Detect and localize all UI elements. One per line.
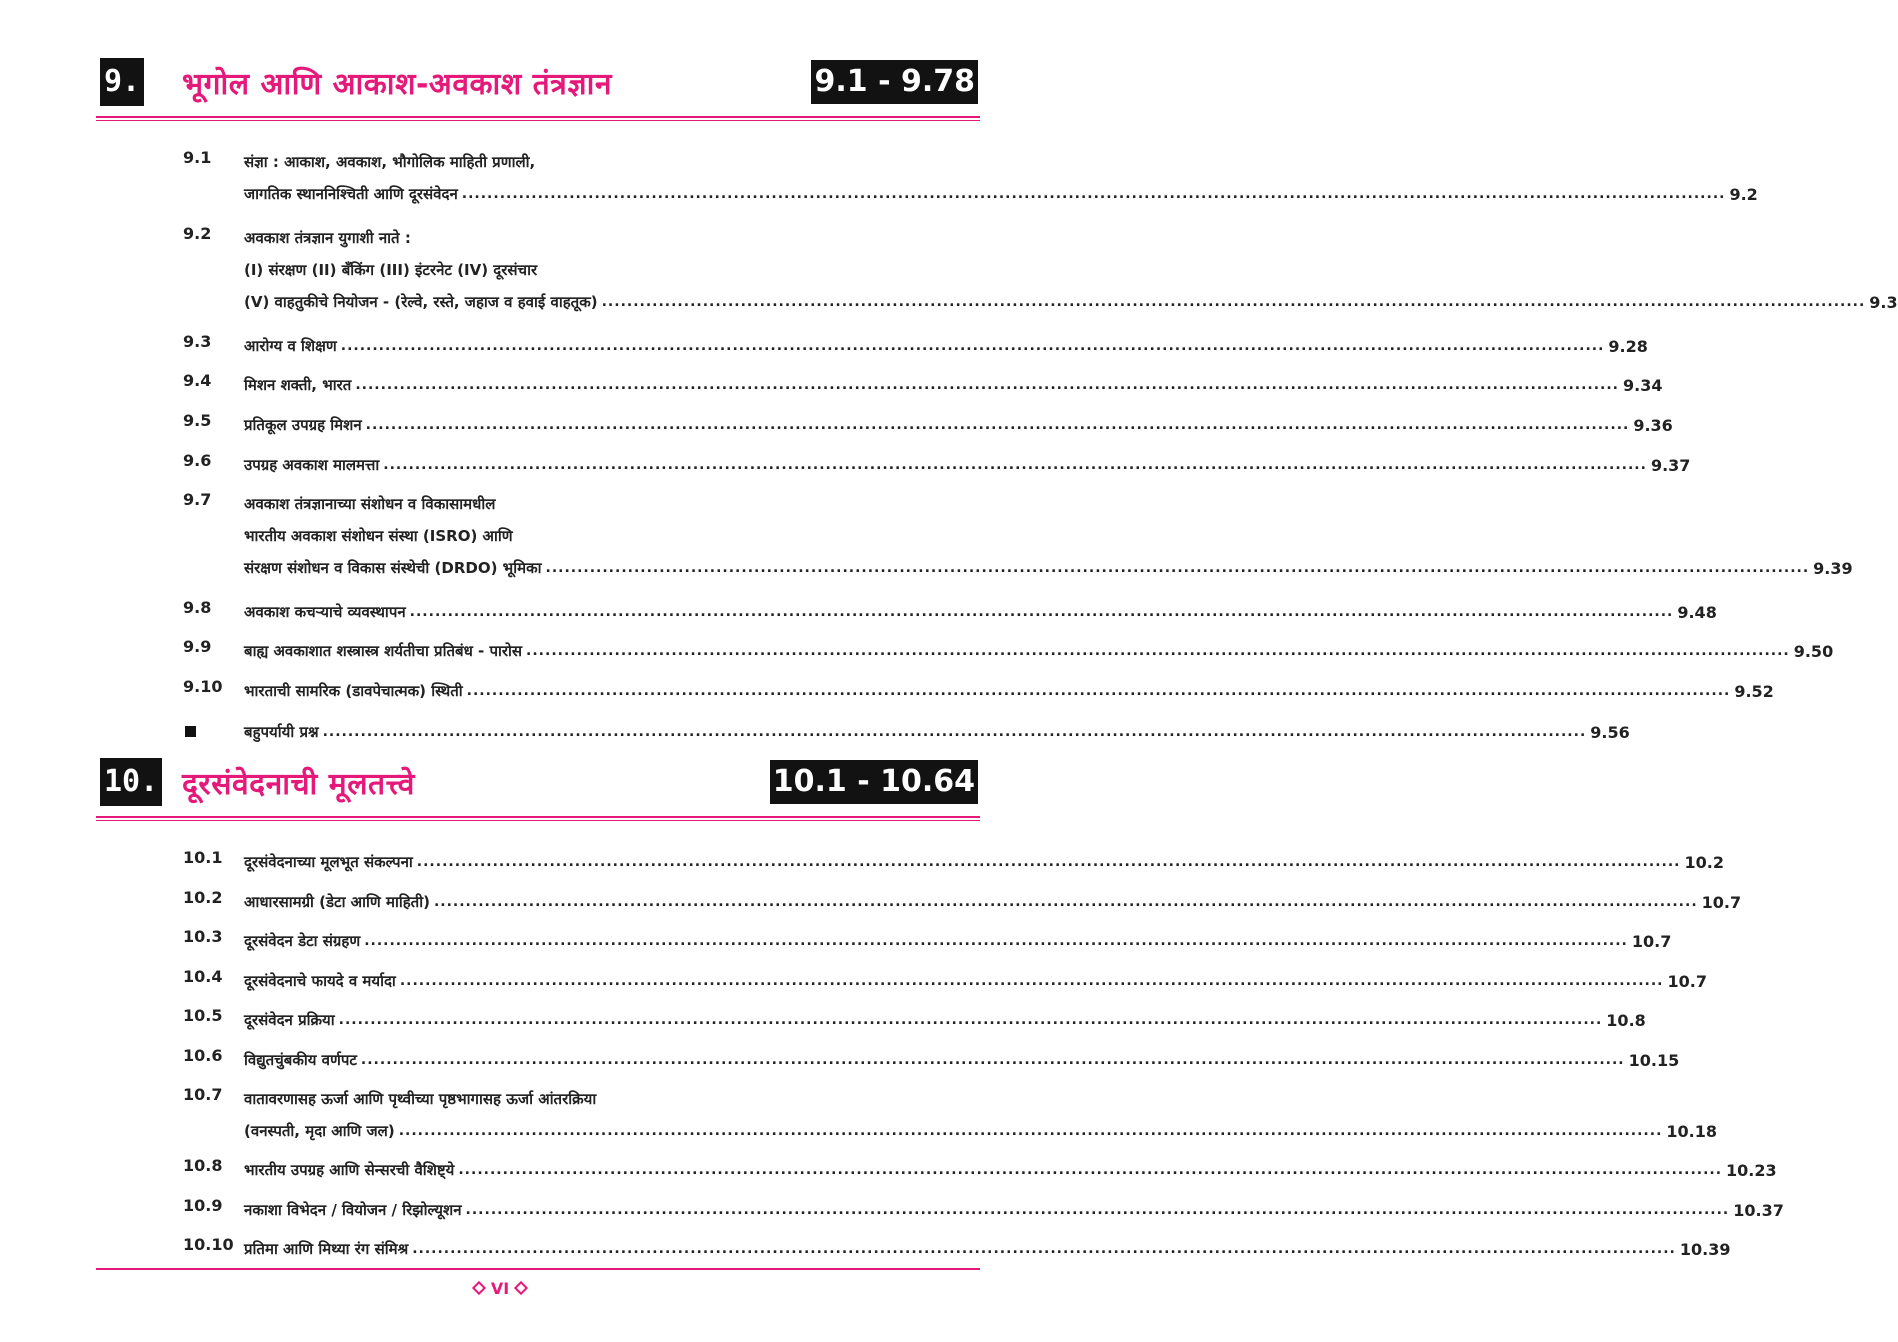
entry-text: नकाशा विभेदन / वियोजन / रिझोल्यूशन: [244, 1201, 462, 1219]
page-ref: 9.56: [1590, 723, 1630, 742]
entry-line: [244, 669, 1774, 701]
entry-number: 9.1: [183, 148, 212, 167]
entry-line: [244, 216, 894, 248]
entry-text: (V) वाहतुकीचे नियोजन - (रेल्वे, रस्ते, जहाज व हवाई वाहतूक): [244, 293, 598, 311]
entry-body: [244, 629, 1834, 661]
chapter-divider: [96, 816, 980, 821]
entry-text: अवकाश तंत्रज्ञान युगाशी नाते :: [244, 229, 411, 247]
diamond-icon: [472, 1281, 486, 1295]
entry-text: (I) संरक्षण (II) बँकिंग (III) इंटरनेट (IV) दूरसंचार: [244, 261, 538, 279]
page-ref: 9.2: [1729, 185, 1758, 204]
entry-number: 9.3: [183, 332, 212, 351]
page-ref: 9.3: [1869, 293, 1898, 312]
dot-leader: ........................................................................................................................................................................................................: [355, 377, 1619, 393]
entry-line: [244, 280, 1898, 312]
entry-number: 10.10: [183, 1235, 234, 1254]
entry-text: दूरसंवेदनाचे फायदे व मर्यादा: [244, 972, 396, 990]
bullet-square-icon: [185, 726, 196, 737]
page-ref: 9.39: [1813, 559, 1853, 578]
dot-leader: ........................................................................................................................................................................................................: [458, 1162, 1723, 1178]
page-ref: 9.52: [1734, 682, 1774, 701]
entry-number: 9.7: [183, 490, 212, 509]
dot-leader: ........................................................................................................................................................................................................: [365, 417, 1630, 433]
page-ref: 10.37: [1733, 1201, 1784, 1220]
entry-text: दूरसंवेदन प्रक्रिया: [244, 1011, 335, 1029]
entry-body: [244, 324, 1648, 356]
entry-line: [244, 1109, 1717, 1141]
entry-text: (वनस्पती, मृदा आणि जल): [244, 1122, 395, 1140]
page-ref: 9.48: [1677, 603, 1717, 622]
entry-body: [244, 710, 1630, 742]
chapter-header: [0, 758, 1000, 820]
dot-leader: ........................................................................................................................................................................................................: [416, 854, 1681, 870]
entry-text: प्रतिमा आणि मिथ्या रंग संमिश्र: [244, 1240, 409, 1258]
entry-body: [244, 140, 1758, 204]
entry-body: [244, 1038, 1680, 1070]
entry-number: 9.6: [183, 451, 212, 470]
chapter-10-section: [0, 758, 1784, 1259]
entry-text: अवकाश तंत्रज्ञानाच्या संशोधन व विकासामधील: [244, 495, 496, 513]
entry-line: [244, 482, 894, 514]
entry-text: भारतीय उपग्रह आणि सेन्सरची वैशिष्ट्ये: [244, 1161, 455, 1179]
entry-line: [244, 172, 1758, 204]
chapter-divider: [96, 116, 980, 121]
entry-text: वातावरणासह ऊर्जा आणि पृथ्वीच्या पृष्ठभागासह ऊर्जा आंतरक्रिया: [244, 1090, 597, 1108]
chapter-number-badge: 9.: [100, 58, 144, 106]
entry-line: [244, 880, 1742, 912]
entry-body: [244, 1227, 1731, 1259]
dot-leader: ........................................................................................................................................................................................................: [545, 560, 1810, 576]
chapter-header: [0, 58, 1000, 120]
entry-body: [244, 880, 1742, 912]
entry-number: 10.7: [183, 1085, 223, 1104]
dot-leader: ........................................................................................................................................................................................................: [412, 1241, 1676, 1257]
entry-line: [244, 403, 1673, 435]
entry-body: [244, 403, 1673, 435]
page-number: VI: [490, 1279, 510, 1298]
entry-text: भारताची सामरिक (डावपेचात्मक) स्थिती: [244, 682, 463, 700]
entry-line: [244, 140, 894, 172]
entry-text: दूरसंवेदन डेटा संग्रहण: [244, 932, 361, 950]
entry-line: [244, 959, 1707, 991]
entry-number: 9.4: [183, 371, 212, 390]
chapter-title: दूरसंवेदनाची मूलतत्त्वे: [182, 767, 415, 802]
entry-body: [244, 959, 1707, 991]
entry-text: प्रतिकूल उपग्रह मिशन: [244, 416, 362, 434]
entry-body: [244, 919, 1672, 951]
entry-number: 9.5: [183, 411, 212, 430]
dot-leader: ........................................................................................................................................................................................................: [601, 294, 1866, 310]
page-ref: 9.37: [1650, 456, 1691, 475]
entry-text: संज्ञा : आकाश, अवकाश, भौगोलिक माहिती प्रणाली,: [244, 153, 536, 171]
dot-leader: ........................................................................................................................................................................................................: [433, 894, 1698, 910]
entry-text: उपग्रह अवकाश मालमत्ता: [244, 456, 380, 474]
page-ref: 10.15: [1628, 1051, 1680, 1070]
entry-text: जागतिक स्थाननिश्चिती आणि दूरसंवेदन: [244, 185, 458, 203]
page-ref: 10.8: [1606, 1011, 1646, 1030]
entry-text: अवकाश कचऱ्याचे व्यवस्थापन: [244, 603, 406, 621]
dot-leader: ........................................................................................................................................................................................................: [409, 604, 1674, 620]
page-ref: 10.18: [1666, 1122, 1717, 1141]
entry-body: [244, 443, 1691, 475]
entry-line: [244, 629, 1834, 661]
chapter-page-range: 9.1 - 9.78: [811, 60, 978, 104]
dot-leader: ........................................................................................................................................................................................................: [399, 973, 1664, 989]
dot-leader: ........................................................................................................................................................................................................: [340, 338, 1605, 354]
chapter-number-badge: 10.: [100, 758, 162, 806]
diamond-icon: [514, 1281, 528, 1295]
entry-line: [244, 248, 894, 280]
page-ref: 10.39: [1679, 1240, 1731, 1259]
entry-line: [244, 363, 1663, 395]
dot-leader: ........................................................................................................................................................................................................: [461, 186, 1726, 202]
entry-body: [244, 998, 1646, 1030]
entry-text: बहुपर्यायी प्रश्न: [244, 723, 319, 741]
entry-text: मिशन शक्ती, भारत: [244, 376, 352, 394]
dot-leader: ........................................................................................................................................................................................................: [383, 457, 1647, 473]
entry-number: 10.9: [183, 1196, 223, 1215]
entry-body: [244, 669, 1774, 701]
entry-number: 10.8: [183, 1156, 223, 1175]
page-ref: 9.28: [1608, 337, 1648, 356]
entry-line: [244, 919, 1672, 951]
chapter-page-range: 10.1 - 10.64: [770, 760, 978, 804]
entry-text: आरोग्य व शिक्षण: [244, 337, 337, 355]
footer-divider: [96, 1268, 980, 1270]
entry-number: 9.2: [183, 224, 212, 243]
entry-line: [244, 1188, 1784, 1220]
page-footer: [0, 1279, 1000, 1298]
entry-body: [244, 590, 1717, 622]
page-ref: 10.7: [1667, 972, 1707, 991]
entry-body: [244, 1148, 1777, 1180]
dot-leader: ........................................................................................................................................................................................................: [466, 683, 1731, 699]
page-ref: 9.36: [1633, 416, 1673, 435]
dot-leader: ........................................................................................................................................................................................................: [360, 1052, 1625, 1068]
entry-line: [244, 590, 1717, 622]
entry-number: 10.4: [183, 967, 223, 986]
entry-text: बाह्य अवकाशात शस्त्रास्त्र शर्यतीचा प्रतिबंध - पारोस: [244, 642, 523, 660]
entry-text: विद्युतचुंबकीय वर्णपट: [244, 1051, 357, 1069]
chapter-9-section: [0, 58, 1898, 742]
entry-body: [244, 1077, 1717, 1141]
entry-line: [244, 998, 1646, 1030]
dot-leader: ........................................................................................................................................................................................................: [338, 1012, 1603, 1028]
entry-number: 9.9: [183, 637, 212, 656]
page-ref: 10.2: [1684, 853, 1724, 872]
entry-text: संरक्षण संशोधन व विकास संस्थेची (DRDO) भूमिका: [244, 559, 542, 577]
entry-line: [244, 1148, 1777, 1180]
entry-body: [244, 216, 1898, 312]
entry-line: [244, 710, 1630, 742]
entry-line: [244, 1038, 1680, 1070]
chapter-title: भूगोल आणि आकाश-अवकाश तंत्रज्ञान: [182, 67, 612, 102]
entry-number: 10.1: [183, 848, 223, 867]
entry-line: [244, 1077, 894, 1109]
dot-leader: ........................................................................................................................................................................................................: [322, 724, 1587, 740]
dot-leader: ........................................................................................................................................................................................................: [364, 933, 1628, 949]
entry-line: [244, 1227, 1731, 1259]
entry-number: 10.2: [183, 888, 223, 907]
entry-line: [244, 546, 1853, 578]
dot-leader: ........................................................................................................................................................................................................: [465, 1202, 1730, 1218]
entry-body: [244, 482, 1853, 578]
entry-body: [244, 840, 1724, 872]
page-ref: 9.50: [1793, 642, 1834, 661]
entry-line: [244, 840, 1724, 872]
entry-text: भारतीय अवकाश संशोधन संस्था (ISRO) आणि: [244, 527, 513, 545]
entry-text: आधारसामग्री (डेटा आणि माहिती): [244, 893, 430, 911]
dot-leader: ........................................................................................................................................................................................................: [526, 643, 1790, 659]
entry-body: [244, 363, 1663, 395]
entry-number: 9.10: [183, 677, 223, 696]
page-ref: 10.7: [1631, 932, 1672, 951]
entry-line: [244, 514, 894, 546]
entry-number: 10.5: [183, 1006, 223, 1025]
entry-number: 10.3: [183, 927, 223, 946]
entry-number: 9.8: [183, 598, 212, 617]
page-ref: 10.23: [1726, 1161, 1777, 1180]
page-ref: 10.7: [1701, 893, 1742, 912]
entry-text: दूरसंवेदनाच्या मूलभूत संकल्पना: [244, 853, 413, 871]
entry-number: 10.6: [183, 1046, 223, 1065]
entry-body: [244, 1188, 1784, 1220]
page-ref: 9.34: [1623, 376, 1663, 395]
dot-leader: ........................................................................................................................................................................................................: [398, 1123, 1663, 1139]
entry-line: [244, 324, 1648, 356]
entry-line: [244, 443, 1691, 475]
